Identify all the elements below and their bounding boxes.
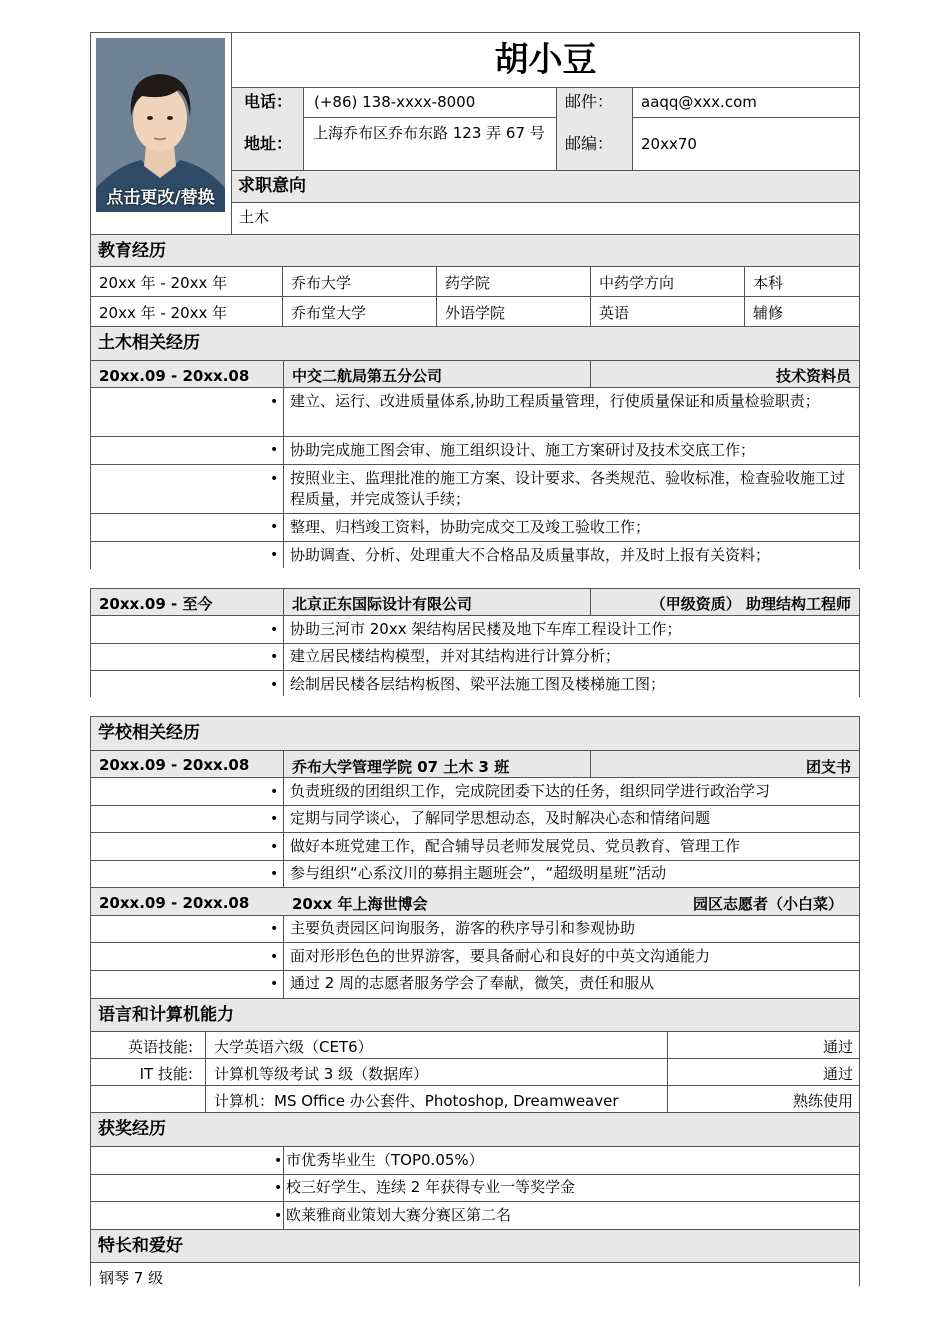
bullet-icon: • [270,784,279,800]
skill-label: IT 技能: [139,1065,193,1083]
list-item: 负责班级的团组织工作，完成院团委下达的任务，组织同学进行政治学习 [290,782,771,800]
list-item: 欧莱雅商业策划大赛分赛区第二名 [286,1206,512,1224]
zip-label: 邮编： [565,134,614,153]
edu-major: 中药学方向 [599,274,675,292]
school-role: 园区志愿者（小白菜） [692,895,843,913]
section-hobbies: 特长和爱好 [91,1229,859,1263]
list-item: 绘制居民楼各层结构板图、梁平法施工图及楼梯施工图； [290,675,666,693]
edu-major: 英语 [599,304,630,322]
email-label: 邮件： [565,92,614,111]
phone-value: (+86) 138-xxxx-8000 [314,93,476,111]
address-value: 上海乔布区乔布东路 123 弄 67 号 [313,124,545,142]
list-item: 协助调查、分析、处理重大不合格品及质量事故，并及时上报有关资料； [290,546,771,564]
bullet-icon: • [270,921,279,937]
list-item: 主要负责园区问询服务，游客的秩序导引和参观协助 [290,919,636,937]
profile-photo[interactable] [96,38,225,212]
school-period: 20xx.09 - 20xx.08 [99,894,250,912]
bullet-icon: • [270,677,279,693]
job-period: 20xx.09 - 至今 [99,595,213,613]
bullet-icon: • [270,471,279,487]
list-item: 建立居民楼结构模型，并对其结构进行计算分析； [290,647,621,665]
bullet-icon: • [270,949,279,965]
list-item: 协助三河市 20xx 架结构居民楼及地下车库工程设计工作； [290,620,682,638]
school-org: 20xx 年上海世博会 [292,895,428,913]
bullet-icon: • [270,976,279,992]
skill-desc: 计算机等级考试 3 级（数据库） [214,1065,429,1083]
section-education: 教育经历 [91,234,859,267]
school-org: 乔布大学管理学院 07 土木 3 班 [292,758,510,776]
edu-school: 乔布大学 [291,274,352,292]
list-item: 通过 2 周的志愿者服务学会了奉献，微笑，责任和服从 [290,974,655,992]
bullet-icon: • [270,519,279,535]
skill-desc: 计算机：MS Office 办公套件、Photoshop, Dreamweaver [214,1092,619,1110]
bullet-icon: • [270,839,279,855]
change-photo-label[interactable]: 点击更改/替换 [106,188,215,208]
list-item: 建立、运行、改进质量体系,协助工程质量管理，行使质量保证和质量检验职责； [290,392,820,410]
edu-period: 20xx 年 - 20xx 年 [99,304,228,322]
skill-level: 熟练使用 [792,1092,853,1110]
bullet-icon: • [270,442,279,458]
job-company: 北京正东国际设计有限公司 [292,595,473,613]
skill-label: 英语技能: [127,1038,193,1056]
page-title: 胡小豆 [494,40,597,80]
list-item: 定期与同学谈心，了解同学思想动态，及时解决心态和情绪问题 [290,809,711,827]
edu-college: 外语学院 [445,304,506,322]
objective-title: 求职意向 [238,176,306,196]
bullet-icon: • [274,1153,283,1169]
bullet-icon: • [270,649,279,665]
bullet-icon: • [270,394,279,410]
edu-period: 20xx 年 - 20xx 年 [99,274,228,292]
job-period: 20xx.09 - 20xx.08 [99,367,250,385]
bullet-icon: • [274,1180,283,1196]
list-item: 做好本班党建工作，配合辅导员老师发展党员、党员教育、管理工作 [290,837,741,855]
bullet-icon: • [270,811,279,827]
job-role: 技术资料员 [775,367,851,385]
phone-label: 电话： [244,92,293,111]
school-period: 20xx.09 - 20xx.08 [99,756,250,774]
section-awards: 获奖经历 [91,1112,859,1147]
email-value: aaqq@xxx.com [641,93,757,111]
zip-value: 20xx70 [641,135,697,153]
skill-level: 通过 [822,1038,853,1056]
skill-level: 通过 [822,1065,853,1083]
bullet-icon: • [270,622,279,638]
job-role: （甲级资质） 助理结构工程师 [650,595,851,613]
hobbies-value: 钢琴 7 级 [99,1269,164,1287]
list-item: 参与组织“心系汶川的募捐主题班会”，“超级明星班”活动 [290,864,667,882]
bullet-icon: • [274,1208,283,1224]
list-item: 整理、归档竣工资料，协助完成交工及竣工验收工作； [290,518,651,536]
list-item: 按照业主、监理批准的施工方案、设计要求、各类规范、验收标准，检查验收施工过程质量，并完成签认手续； [290,469,846,508]
section-school-experience: 学校相关经历 [91,716,859,751]
list-item: 市优秀毕业生（TOP0.05%） [286,1151,484,1169]
job-company: 中交二航局第五分公司 [292,367,443,385]
list-item: 校三好学生、连续 2 年获得专业一等奖学金 [286,1178,576,1196]
edu-degree: 辅修 [753,304,784,322]
section-civil-experience: 土木相关经历 [91,326,859,361]
section-skills: 语言和计算机能力 [91,998,859,1032]
edu-college: 药学院 [445,274,491,292]
school-role: 团支书 [805,758,851,776]
edu-degree: 本科 [753,274,784,292]
list-item: 协助完成施工图会审、施工组织设计、施工方案研讨及技术交底工作； [290,441,756,459]
edu-school: 乔布堂大学 [291,304,367,322]
bullet-icon: • [270,547,279,563]
skill-desc: 大学英语六级（CET6） [214,1038,373,1056]
objective-value: 土木 [239,208,270,226]
bullet-icon: • [270,866,279,882]
list-item: 面对形形色色的世界游客，要具备耐心和良好的中英文沟通能力 [290,947,711,965]
address-label: 地址： [244,134,293,153]
